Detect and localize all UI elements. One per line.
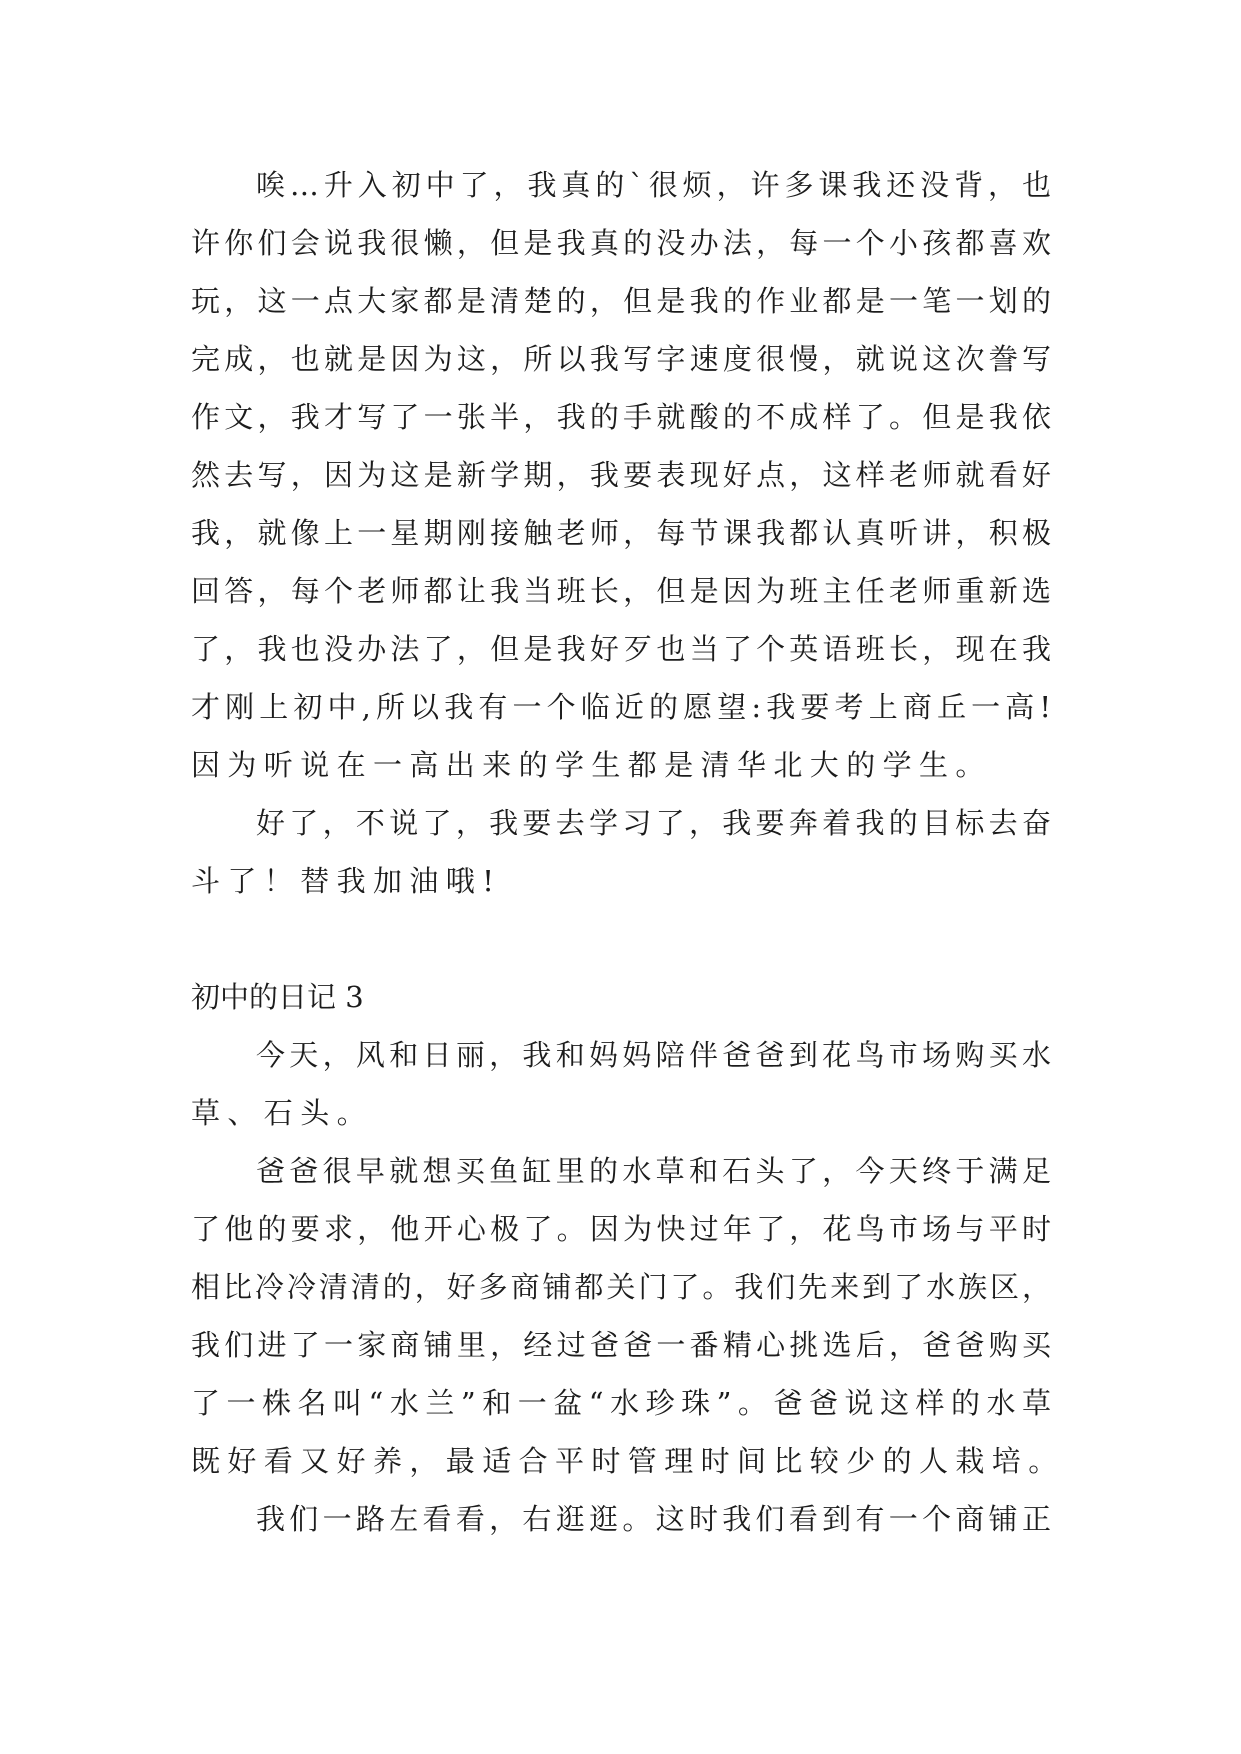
text-line: 作文，我才写了一张半，我的手就酸的不成样了。但是我依 [191,400,1051,434]
text-line: 今天，风和日丽，我和妈妈陪伴爸爸到花鸟市场购买水 [256,1038,1051,1072]
text-line: 好了，不说了，我要去学习了，我要奔着我的目标去奋 [256,806,1051,840]
text-line: 爸爸很早就想买鱼缸里的水草和石头了，今天终于满足 [256,1154,1051,1188]
text-line: 我们进了一家商铺里，经过爸爸一番精心挑选后，爸爸购买 [191,1328,1051,1362]
text-line: 既好看又好养，最适合平时管理时间比较少的人栽培。 [191,1444,1065,1478]
text-line: 玩，这一点大家都是清楚的，但是我的作业都是一笔一划的 [191,284,1051,318]
text-line: 了，我也没办法了，但是我好歹也当了个英语班长，现在我 [191,632,1051,666]
text-line: 因为听说在一高出来的学生都是清华北大的学生。 [191,748,992,782]
text-line: 才刚上初中,所以我有一个临近的愿望:我要考上商丘一高! [191,690,1051,724]
text-line: 斗了！替我加油哦! [191,864,502,898]
text-line: 然去写，因为这是新学期，我要表现好点，这样老师就看好 [191,458,1051,492]
text-line: 唉…升入初中了，我真的`很烦，许多课我还没背，也 [256,168,1051,202]
text-line: 回答，每个老师都让我当班长，但是因为班主任老师重新选 [191,574,1051,608]
text-line: 许你们会说我很懒，但是我真的没办法，每一个小孩都喜欢 [191,226,1051,260]
text-line: 相比冷冷清清的，好多商铺都关门了。我们先来到了水族区， [191,1270,1051,1304]
text-line: 了他的要求，他开心极了。因为快过年了，花鸟市场与平时 [191,1212,1051,1246]
section-heading: 初中的日记 3 [191,980,364,1014]
text-line: 我，就像上一星期刚接触老师，每节课我都认真听讲，积极 [191,516,1051,550]
text-line: 完成，也就是因为这，所以我写字速度很慢，就说这次誊写 [191,342,1051,376]
text-line: 了一株名叫“水兰”和一盆“水珍珠”。爸爸说这样的水草 [191,1386,1051,1420]
text-line: 我们一路左看看，右逛逛。这时我们看到有一个商铺正 [256,1502,1051,1536]
text-line: 草、石头。 [191,1096,374,1130]
